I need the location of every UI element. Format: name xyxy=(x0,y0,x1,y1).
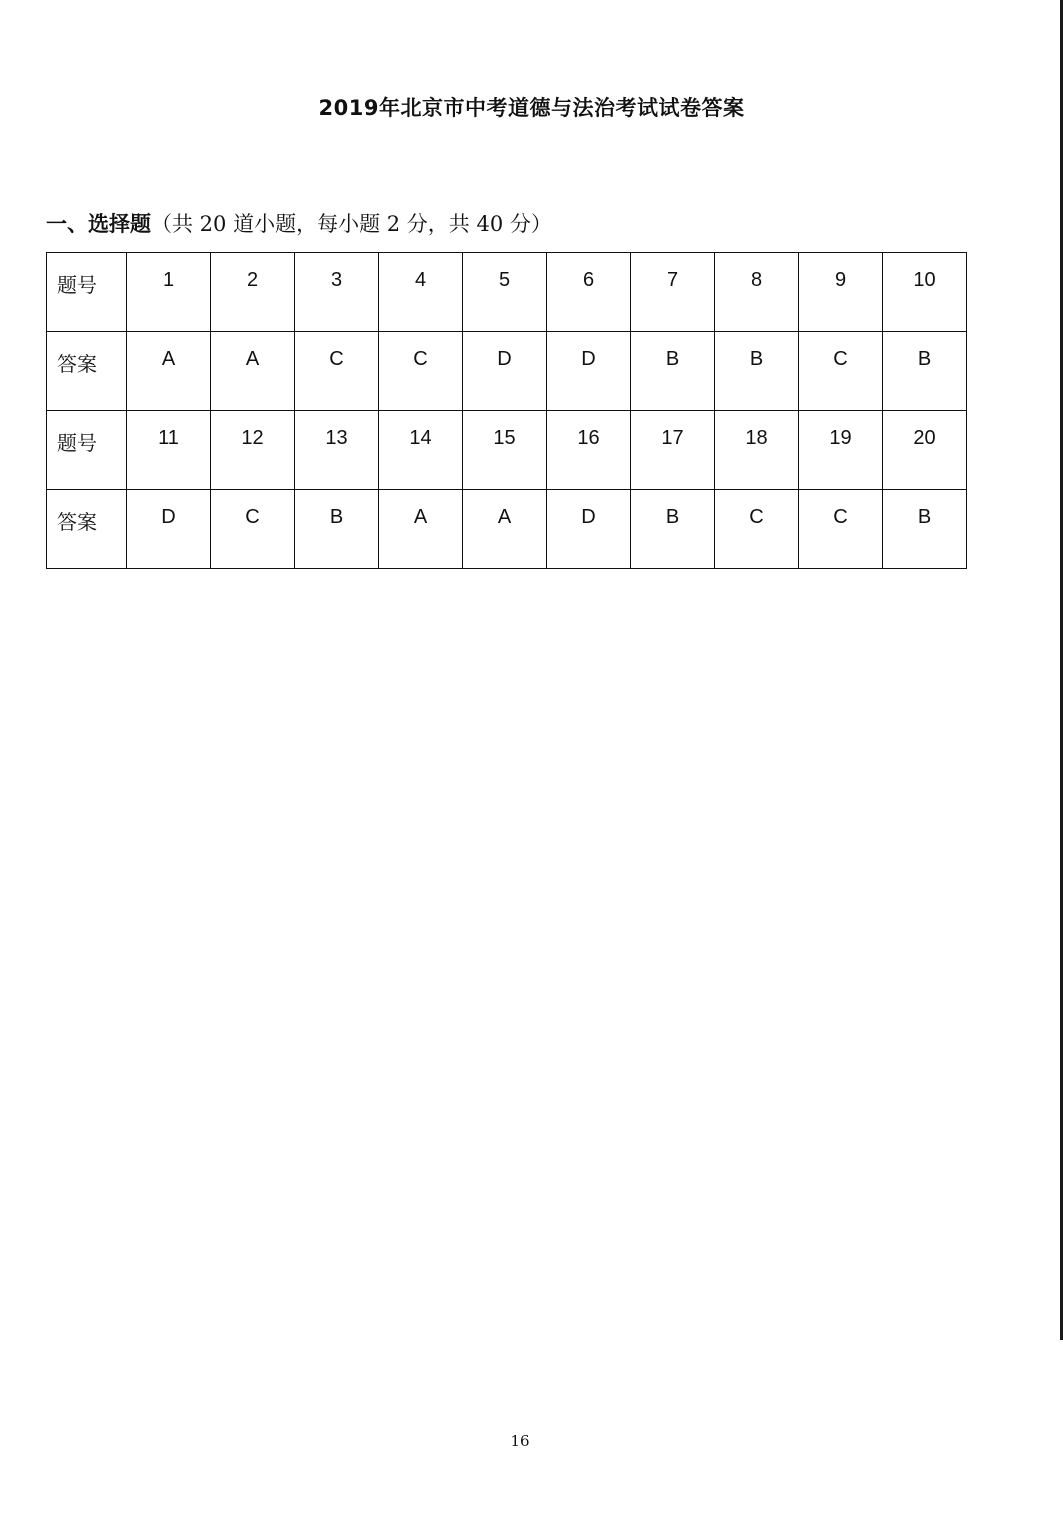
table-cell: A xyxy=(211,332,295,411)
table-cell: 13 xyxy=(295,411,379,490)
page-number: 16 xyxy=(510,1432,530,1450)
table-cell: D xyxy=(547,490,631,569)
table-cell: D xyxy=(463,332,547,411)
table-cell: C xyxy=(295,332,379,411)
table-cell: 18 xyxy=(715,411,799,490)
row-header: 题号 xyxy=(47,253,127,332)
table-cell: 17 xyxy=(631,411,715,490)
table-cell: 20 xyxy=(883,411,967,490)
table-cell: A xyxy=(127,332,211,411)
table-cell: 6 xyxy=(547,253,631,332)
row-header: 答案 xyxy=(47,490,127,569)
table-cell: 14 xyxy=(379,411,463,490)
page-title: 2019年北京市中考道德与法治考试试卷答案 xyxy=(318,96,745,120)
table-cell: C xyxy=(799,490,883,569)
table-cell: A xyxy=(463,490,547,569)
table-cell: 2 xyxy=(211,253,295,332)
table-row xyxy=(47,332,967,411)
section-heading xyxy=(46,208,552,238)
table-cell: B xyxy=(631,490,715,569)
table-row xyxy=(47,490,967,569)
section-label: 一、选择题 xyxy=(46,212,151,236)
table-cell: B xyxy=(715,332,799,411)
table-cell: C xyxy=(715,490,799,569)
table-cell: 7 xyxy=(631,253,715,332)
table-cell: B xyxy=(295,490,379,569)
table-cell: C xyxy=(211,490,295,569)
table-cell: 5 xyxy=(463,253,547,332)
table-cell: B xyxy=(883,490,967,569)
table-cell: B xyxy=(883,332,967,411)
table-cell: 1 xyxy=(127,253,211,332)
row-header: 答案 xyxy=(47,332,127,411)
section-note: （共 20 道小题，每小题 2 分，共 40 分） xyxy=(151,212,552,236)
table-cell: 3 xyxy=(295,253,379,332)
table-cell: D xyxy=(127,490,211,569)
table-cell: A xyxy=(379,490,463,569)
table-cell: 11 xyxy=(127,411,211,490)
table-cell: 16 xyxy=(547,411,631,490)
table-row xyxy=(47,411,967,490)
table-cell: 10 xyxy=(883,253,967,332)
table-cell: 4 xyxy=(379,253,463,332)
table-cell: C xyxy=(799,332,883,411)
table-cell: 8 xyxy=(715,253,799,332)
table-cell: C xyxy=(379,332,463,411)
table-row xyxy=(47,253,967,332)
table-cell: 15 xyxy=(463,411,547,490)
table-cell: 19 xyxy=(799,411,883,490)
row-header: 题号 xyxy=(47,411,127,490)
table-cell: 12 xyxy=(211,411,295,490)
answer-table-body xyxy=(47,253,967,569)
table-cell: D xyxy=(547,332,631,411)
table-cell: 9 xyxy=(799,253,883,332)
answer-table xyxy=(46,252,967,569)
table-cell: B xyxy=(631,332,715,411)
